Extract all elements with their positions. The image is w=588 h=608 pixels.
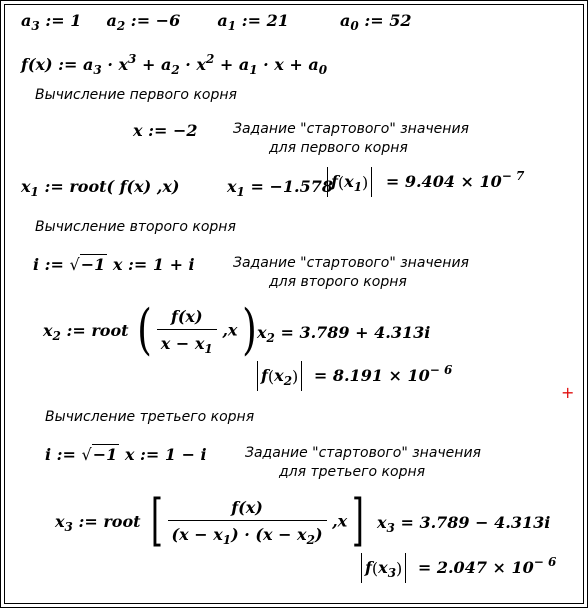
polynomial-definition[interactable]: f(x) := $a_3 \cdot x^3 + a_2 \cdot x^2 + a_1 \cdot x + a_0$ (21, 52, 328, 77)
coef-a1: $a_1$ := 21 (217, 11, 289, 33)
root1-check[interactable]: $f(x_1) = 9.404 \times 10^{- 7}$ (327, 167, 524, 197)
comment-start-1-line2: для первого корня (269, 140, 408, 156)
start-value-1[interactable]: x := −2 (133, 121, 198, 140)
cursor-crosshair: + (561, 383, 575, 402)
root3-fraction: $\frac{f(x)}{(x - x_1) \cdot (x - x_2)}$ (168, 498, 327, 544)
root3-definition[interactable]: $x_3$ := root [ $\frac{f(x)}{(x - x_1) \cdot (x - x_2)}$ ,x ] (55, 488, 364, 553)
root3-result[interactable]: $x_3 = 3.789 - 4.313i$ (377, 513, 551, 535)
root2-definition[interactable]: $x_2$ := root ( $\frac{f(x)}{x - x_1}$ ,x ) (43, 298, 257, 361)
comment-start-2-line1: Задание "стартового" значения (233, 255, 469, 271)
root2-fraction: $\frac{f(x)}{x - x_1}$ (157, 307, 217, 353)
coef-a0: $a_0$ := 52 (340, 11, 412, 33)
heading-third-root: Вычисление третьего корня (45, 409, 255, 425)
start-value-3[interactable]: i := √−1 x := 1 − i (45, 445, 207, 464)
heading-second-root: Вычисление второго корня (35, 219, 236, 235)
root1-result[interactable]: $x_1 = -1.578$ (227, 177, 333, 199)
root1-definition[interactable]: $x_1$ := root( f(x) ,x) (21, 177, 180, 199)
coef-a3: $a_3$ := 1 (21, 11, 82, 33)
heading-first-root: Вычисление первого корня (35, 87, 237, 103)
root2-check[interactable]: $f(x_2) = 8.191 \times 10^{- 6}$ (257, 361, 452, 391)
root2-result[interactable]: $x_2 = 3.789 + 4.313i$ (257, 323, 431, 345)
coef-a2: $a_2$ := −6 (106, 11, 181, 33)
coefficients-line[interactable] (21, 11, 412, 33)
comment-start-3-line2: для третьего корня (279, 464, 426, 480)
root3-check[interactable]: $f(x_3) = 2.047 \times 10^{- 6}$ (361, 553, 556, 583)
comment-start-1-line1: Задание "стартового" значения (233, 121, 469, 137)
sqrt-symbol-3: √−1 (81, 445, 118, 464)
comment-start-3-line1: Задание "стартового" значения (245, 445, 481, 461)
comment-start-2-line2: для второго корня (269, 274, 407, 290)
start-value-2[interactable]: i := √−1 x := 1 + i (33, 255, 195, 274)
sqrt-symbol: √−1 (69, 255, 106, 274)
